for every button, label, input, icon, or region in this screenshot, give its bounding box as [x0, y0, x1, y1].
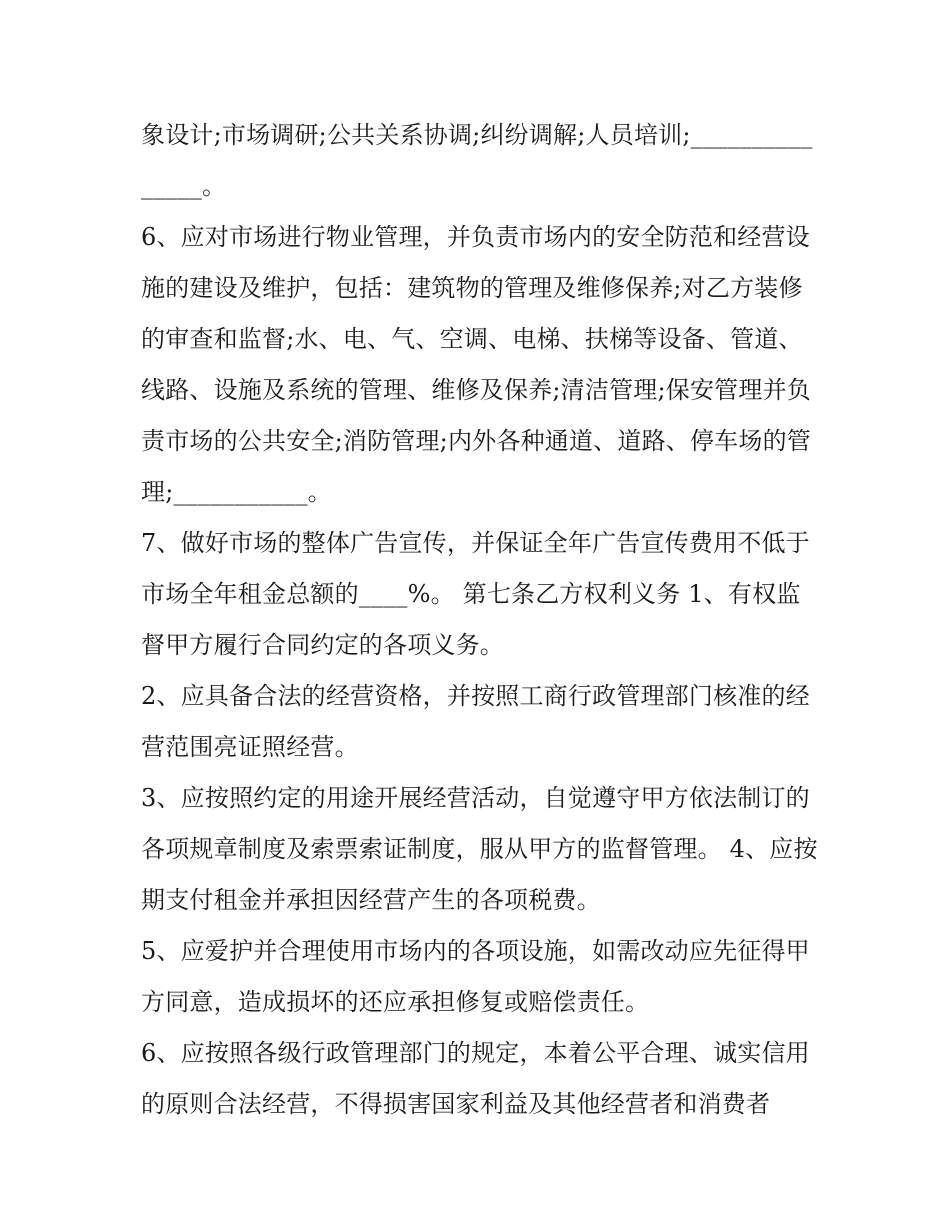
paragraph-service-items: 象设计;市场调研;公共关系协调;纠纷调解;人员培训;_______________。 [141, 121, 813, 200]
paragraph-property-management: 6、应对市场进行物业管理，并负责市场内的安全防范和经营设施的建设及维护，包括：建筑物的管理及维修保养;对乙方装修的审查和监督;水、电、气、空调、电梯、扶梯等设备、管道、线路、设施及系统的管理、维修及保养;清洁管理;保安管理并负责市场的公共安全;消防管理;内外各种通道、道路、停车场的管理;___________。 [141, 223, 811, 506]
paragraph-facility-care: 5、应爱护并合理使用市场内的各项设施，如需改动应先征得甲方同意，造成损坏的还应承担修复或赔偿责任。 [141, 937, 810, 1016]
document-body [141, 110, 821, 1130]
paragraph-business-activities: 3、应按照约定的用途开展经营活动，自觉遵守甲方依法制订的各项规章制度及索票索证制度，服从甲方的监督管理。 4、应按期支付租金并承担因经营产生的各项税费。 [141, 784, 818, 914]
paragraph-advertising: 7、做好市场的整体广告宣传，并保证全年广告宣传费用不低于市场全年租金总额的____%。 第七条乙方权利义务 1、有权监督甲方履行合同约定的各项义务。 [141, 529, 810, 659]
paragraph-business-qualification: 2、应具备合法的经营资格，并按照工商行政管理部门核准的经营范围亮证照经营。 [141, 682, 810, 761]
paragraph-lawful-operation: 6、应按照各级行政管理部门的规定，本着公平合理、诚实信用的原则合法经营，不得损害国家利益及其他经营者和消费者 [141, 1039, 810, 1118]
